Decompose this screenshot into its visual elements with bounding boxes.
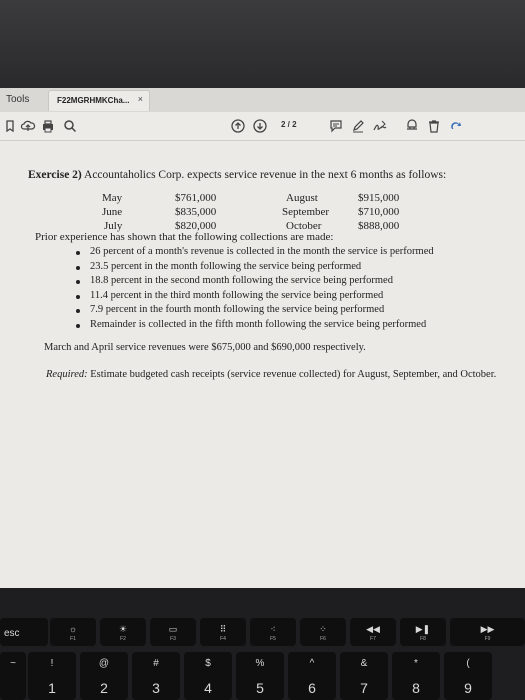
required-instructions: [46, 368, 506, 381]
key-symbol: $: [205, 658, 211, 669]
revenue-month: August: [286, 192, 318, 204]
key-number: 9: [464, 680, 472, 696]
signature-icon[interactable]: [372, 118, 388, 134]
revenue-amount: $888,000: [358, 220, 400, 232]
list-item: 23.5 percent in the month following the service being performed: [90, 261, 434, 276]
key-symbol: ^: [309, 658, 315, 669]
key-3[interactable]: [132, 652, 180, 700]
esc-key-label: esc: [4, 628, 20, 639]
tab-bar: [0, 88, 525, 113]
f4-label: F4: [220, 636, 226, 642]
f5-label: F5: [270, 636, 276, 642]
key-number: 1: [48, 680, 56, 696]
fast-forward-icon: ▶▶: [480, 624, 495, 634]
collections-intro: Prior experience has shown that the following collections are made:: [35, 231, 334, 243]
f5-key[interactable]: [250, 618, 296, 646]
exercise-title: [28, 169, 508, 181]
search-icon[interactable]: [62, 118, 78, 134]
collections-list: [90, 246, 434, 334]
list-item: 11.4 percent in the third month following the service being performed: [90, 290, 434, 305]
exercise-title-text: Accountaholics Corp. expects service revenue in the next 6 months as follows:: [84, 169, 447, 181]
list-item: Remainder is collected in the fifth month following the service being performed: [90, 319, 434, 334]
f6-label: F6: [320, 636, 326, 642]
key-5[interactable]: [236, 652, 284, 700]
bookmark-icon[interactable]: [4, 118, 20, 134]
trash-icon[interactable]: [426, 118, 442, 134]
f6-key[interactable]: [300, 618, 346, 646]
comment-icon[interactable]: [328, 118, 344, 134]
key-4[interactable]: [184, 652, 232, 700]
revenue-amount: $915,000: [358, 192, 400, 204]
esc-key[interactable]: [0, 618, 48, 646]
f3-label: F3: [170, 636, 176, 642]
revenue-amount: $710,000: [358, 206, 400, 218]
stamp-icon[interactable]: [404, 118, 420, 134]
key-number: 8: [412, 680, 420, 696]
key-9[interactable]: [444, 652, 492, 700]
revenue-month: June: [102, 206, 123, 218]
key-number: 7: [360, 680, 368, 696]
f1-label: F1: [70, 636, 76, 642]
tilde-label: ~: [10, 658, 16, 669]
key-6[interactable]: [288, 652, 336, 700]
key-symbol: &: [360, 658, 368, 669]
key-symbol: !: [50, 658, 54, 669]
play-pause-icon: ▶❚: [415, 624, 431, 634]
brightness-down-icon: ☼: [68, 624, 78, 634]
f9-key[interactable]: [450, 618, 525, 646]
key-symbol: *: [414, 658, 418, 669]
key-symbol: @: [98, 658, 110, 669]
f7-label: F7: [370, 636, 376, 642]
key-number: 3: [152, 680, 160, 696]
f1-key[interactable]: [50, 618, 96, 646]
key-8[interactable]: [392, 652, 440, 700]
key-symbol: #: [153, 658, 159, 669]
tools-tab[interactable]: Tools: [6, 94, 30, 105]
pdf-viewer-window: [0, 88, 525, 588]
close-tab-icon[interactable]: ×: [137, 94, 143, 104]
list-item: 26 percent of a month's revenue is collected in the month the service is performed: [90, 246, 434, 261]
revenue-month: October: [286, 220, 322, 232]
keyboard-light-down-icon: ⁖: [270, 624, 276, 634]
march-april-note: March and April service revenues were $675,000 and $690,000 respectively.: [44, 342, 366, 353]
highlight-pen-icon[interactable]: [350, 118, 366, 134]
brightness-up-icon: ☀: [118, 624, 128, 634]
next-page-icon[interactable]: [252, 118, 268, 134]
page-indicator: 2 / 2: [281, 120, 297, 129]
key-2[interactable]: [80, 652, 128, 700]
share-icon[interactable]: [448, 118, 464, 134]
toolbar: [0, 112, 525, 141]
revenue-month: July: [104, 220, 123, 232]
f2-key[interactable]: [100, 618, 146, 646]
document-tab[interactable]: [48, 90, 150, 111]
f2-label: F2: [120, 636, 126, 642]
revenue-month: September: [282, 206, 330, 218]
document-page: [0, 141, 525, 588]
f7-key[interactable]: [350, 618, 396, 646]
keyboard-light-up-icon: ⁘: [319, 624, 327, 634]
launchpad-icon: ⠿: [219, 624, 227, 634]
document-tab-label: F22MGRHMKCha...: [57, 96, 130, 105]
required-text: Estimate budgeted cash receipts (service revenue collected) for August, September, and October.: [90, 369, 497, 380]
revenue-amount: $761,000: [175, 192, 217, 204]
tilde-key[interactable]: [0, 652, 26, 700]
screen-bezel: [0, 0, 525, 88]
exercise-number: Exercise 2): [28, 169, 82, 181]
f9-label: F9: [484, 636, 491, 642]
key-number: 6: [308, 680, 316, 696]
key-number: 5: [256, 680, 264, 696]
rewind-icon: ◀◀: [366, 624, 380, 634]
upload-cloud-icon[interactable]: [20, 118, 36, 134]
revenue-month: May: [102, 192, 123, 204]
f8-key[interactable]: [400, 618, 446, 646]
laptop-keyboard: [0, 588, 525, 700]
list-item: 7.9 percent in the fourth month following the service being performed: [90, 304, 434, 319]
f8-label: F8: [420, 636, 426, 642]
mission-control-icon: ▭: [168, 624, 178, 634]
key-symbol: (: [466, 658, 470, 669]
key-7[interactable]: [340, 652, 388, 700]
key-number: 4: [204, 680, 212, 696]
previous-page-icon[interactable]: [230, 118, 246, 134]
f3-key[interactable]: [150, 618, 196, 646]
list-item: 18.8 percent in the second month following the service being performed: [90, 275, 434, 290]
revenue-amount: $835,000: [175, 206, 217, 218]
key-1[interactable]: [28, 652, 76, 700]
revenue-amount: $820,000: [175, 220, 217, 232]
f4-key[interactable]: [200, 618, 246, 646]
print-icon[interactable]: [40, 118, 56, 134]
key-number: 2: [100, 680, 108, 696]
key-symbol: %: [255, 658, 265, 669]
required-label: Required:: [46, 369, 88, 380]
